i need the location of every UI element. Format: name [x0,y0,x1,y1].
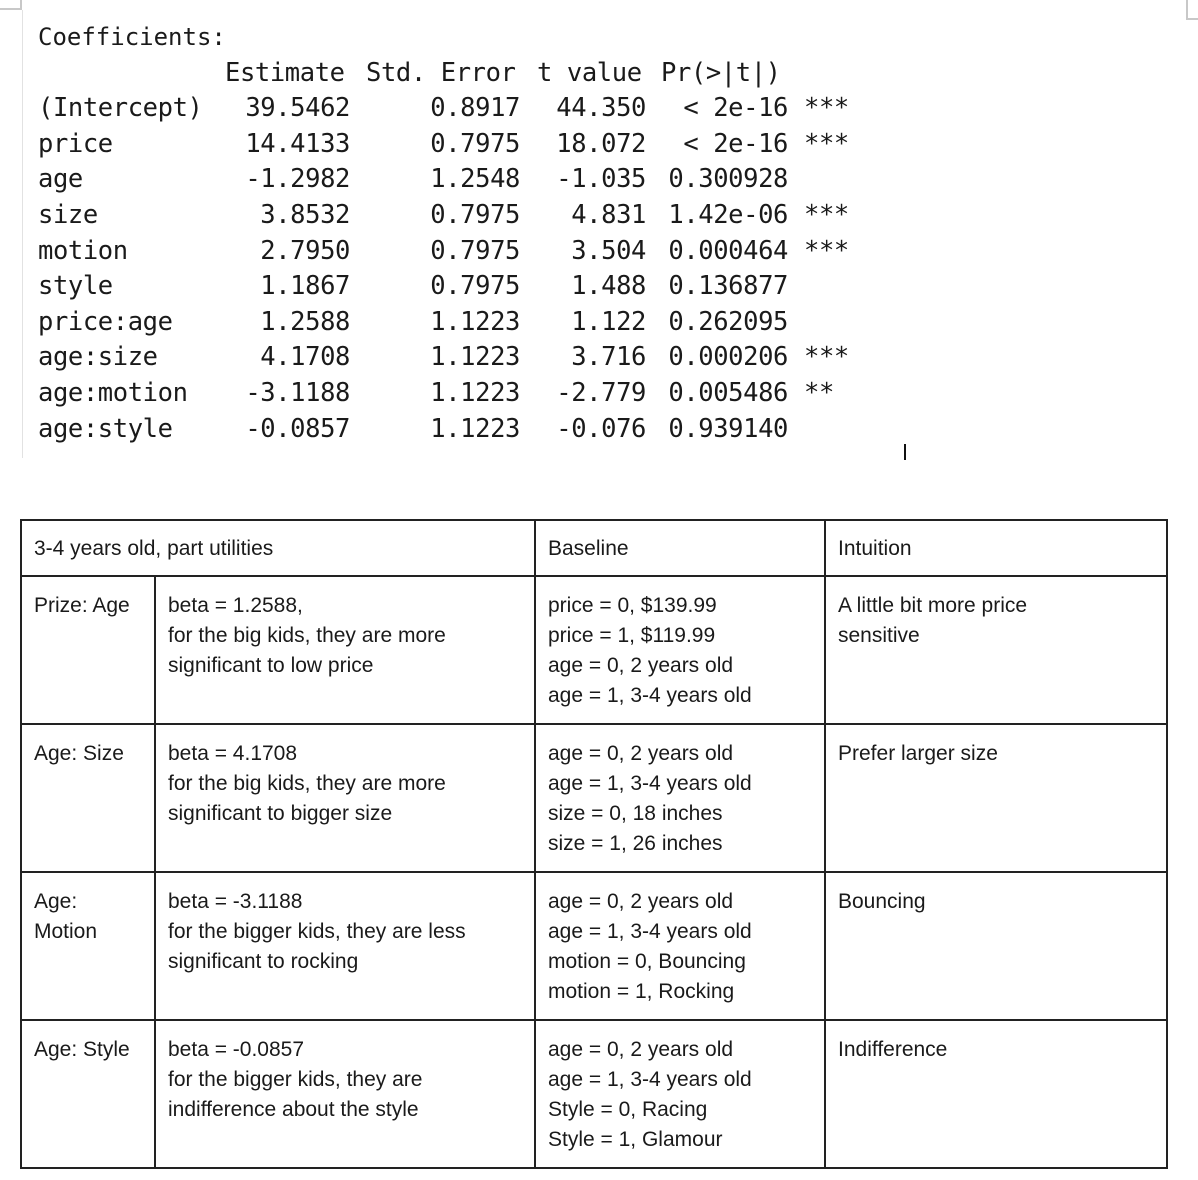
coefficient-row [38,198,938,234]
term-name: (Intercept) [38,93,203,124]
term-cell: Age: Size [21,724,155,872]
term-name: age:size [38,342,158,373]
p-value: < 2e-16 [683,128,788,159]
estimate-value: 1.2588 [260,306,350,337]
baseline-cell [535,872,825,1020]
significance-stars: *** [804,93,849,124]
beta-cell-line: beta = -0.0857 [168,1038,305,1061]
t-value: 1.122 [571,306,646,337]
t-value: 3.504 [571,235,646,266]
header-part-utilities: 3-4 years old, part utilities [21,520,535,576]
baseline-cell-line: age = 0, 2 years old [548,742,734,765]
baseline-cell-line: size = 0, 18 inches [548,802,723,825]
p-value: 0.262095 [668,306,788,337]
term-name: size [38,199,98,230]
t-value: 1.488 [571,271,646,302]
coefficient-row [38,376,938,412]
header-baseline: Baseline [535,520,825,576]
std-error-value: 0.7975 [430,199,520,230]
coefficient-row [38,412,938,448]
beta-cell [155,724,535,872]
p-value: 1.42e-06 [668,199,788,230]
term-name: style [38,271,113,302]
significance-stars: *** [804,235,849,266]
std-error-value: 0.7975 [430,235,520,266]
baseline-cell [535,724,825,872]
intuition-cell-line: Bouncing [838,890,926,913]
intuition-cell [825,576,1167,724]
header-estimate: Estimate [225,57,345,88]
baseline-cell-line: age = 1, 3-4 years old [548,920,752,943]
term-name: price [38,128,113,159]
term-cell: Age: Style [21,1020,155,1168]
corner-mark-top-right [1186,0,1198,20]
intuition-cell-line: Prefer larger size [838,742,998,765]
estimate-value: 2.7950 [260,235,350,266]
margin-guide [22,10,23,458]
regression-output [38,20,938,447]
t-value: -1.035 [556,164,646,195]
beta-cell-line: significant to low price [168,654,374,677]
intuition-cell-line: Indifference [838,1038,948,1061]
coefficient-row [38,162,938,198]
t-value: 18.072 [556,128,646,159]
std-error-value: 1.1223 [430,413,520,444]
term-cell: Age: Motion [21,872,155,1020]
beta-cell [155,872,535,1020]
beta-cell-line: beta = 4.1708 [168,742,298,765]
baseline-cell-line: motion = 0, Bouncing [548,950,746,973]
header-t-value: t value [537,57,642,88]
p-value: 0.939140 [668,413,788,444]
std-error-value: 1.1223 [430,377,520,408]
baseline-cell-line: motion = 1, Rocking [548,980,735,1003]
std-error-value: 1.1223 [430,306,520,337]
corner-mark-top-left [0,0,22,10]
std-error-value: 0.8917 [430,93,520,124]
estimate-value: 1.1867 [260,271,350,302]
p-value: < 2e-16 [683,93,788,124]
baseline-cell-line: age = 1, 3-4 years old [548,772,752,795]
t-value: 4.831 [571,199,646,230]
baseline-cell-line: Style = 0, Racing [548,1098,708,1121]
beta-cell-line: indifference about the style [168,1098,419,1121]
std-error-value: 0.7975 [430,128,520,159]
coefficients-title: Coefficients: [38,23,226,51]
table-row [21,724,1167,872]
t-value: -0.076 [556,413,646,444]
estimate-value: 3.8532 [260,199,350,230]
estimate-value: -1.2982 [245,164,350,195]
baseline-cell-line: age = 0, 2 years old [548,890,734,913]
beta-cell-line: for the bigger kids, they are less [168,920,466,943]
p-value: 0.300928 [668,164,788,195]
coefficient-row [38,234,938,270]
p-value: 0.000206 [668,342,788,373]
significance-stars: *** [804,199,849,230]
t-value: -2.779 [556,377,646,408]
beta-cell [155,1020,535,1168]
beta-cell-line: for the big kids, they are more [168,624,446,647]
baseline-cell-line: age = 0, 2 years old [548,654,734,677]
beta-cell-line: beta = -3.1188 [168,890,303,913]
estimate-value: 4.1708 [260,342,350,373]
estimate-value: 14.4133 [245,128,350,159]
intuition-cell [825,724,1167,872]
baseline-cell [535,1020,825,1168]
estimate-value: -3.1188 [245,377,350,408]
p-value: 0.000464 [668,235,788,266]
coefficient-row [38,305,938,341]
baseline-cell-line: age = 1, 3-4 years old [548,1068,752,1091]
baseline-cell-line: age = 1, 3-4 years old [548,684,752,707]
significance-stars: *** [804,342,849,373]
coefficient-row [38,269,938,305]
part-utilities-table [20,519,1168,1169]
estimate-value: 39.5462 [245,93,350,124]
term-name: age:style [38,413,173,444]
std-error-value: 1.2548 [430,164,520,195]
header-intuition: Intuition [825,520,1167,576]
term-name: price:age [38,306,173,337]
baseline-cell-line: price = 0, $139.99 [548,594,717,617]
intuition-cell [825,872,1167,1020]
coefficient-row [38,340,938,376]
baseline-cell [535,576,825,724]
term-name: motion [38,235,128,266]
coefficients-rows [38,91,938,447]
term-name: age [38,164,83,195]
beta-cell-line: significant to rocking [168,950,359,973]
std-error-value: 1.1223 [430,342,520,373]
header-std-error: Std. Error [366,57,516,88]
baseline-cell-line: size = 1, 26 inches [548,832,723,855]
p-value: 0.005486 [668,377,788,408]
std-error-value: 0.7975 [430,271,520,302]
significance-stars: *** [804,128,849,159]
baseline-cell-line: age = 0, 2 years old [548,1038,734,1061]
significance-stars: ** [804,377,834,408]
header-p-value: Pr(>|t|) [661,57,781,88]
term-cell: Prize: Age [21,576,155,724]
p-value: 0.136877 [668,271,788,302]
beta-cell-line: for the bigger kids, they are [168,1068,423,1091]
estimate-value: -0.0857 [245,413,350,444]
beta-cell-line: beta = 1.2588, [168,594,303,617]
coefficients-header-row [38,56,938,92]
beta-cell-line: significant to bigger size [168,802,393,825]
table-row [21,1020,1167,1168]
baseline-cell-line: Style = 1, Glamour [548,1128,723,1151]
table-row [21,576,1167,724]
term-name: age:motion [38,377,188,408]
coefficient-row [38,91,938,127]
intuition-cell [825,1020,1167,1168]
t-value: 44.350 [556,93,646,124]
table-header-row [21,520,1167,576]
beta-cell [155,576,535,724]
table-row [21,872,1167,1020]
t-value: 3.716 [571,342,646,373]
intuition-cell-line: sensitive [838,624,920,647]
beta-cell-line: for the big kids, they are more [168,772,446,795]
coefficient-row [38,127,938,163]
intuition-cell-line: A little bit more price [838,594,1028,617]
baseline-cell-line: price = 1, $119.99 [548,624,716,647]
